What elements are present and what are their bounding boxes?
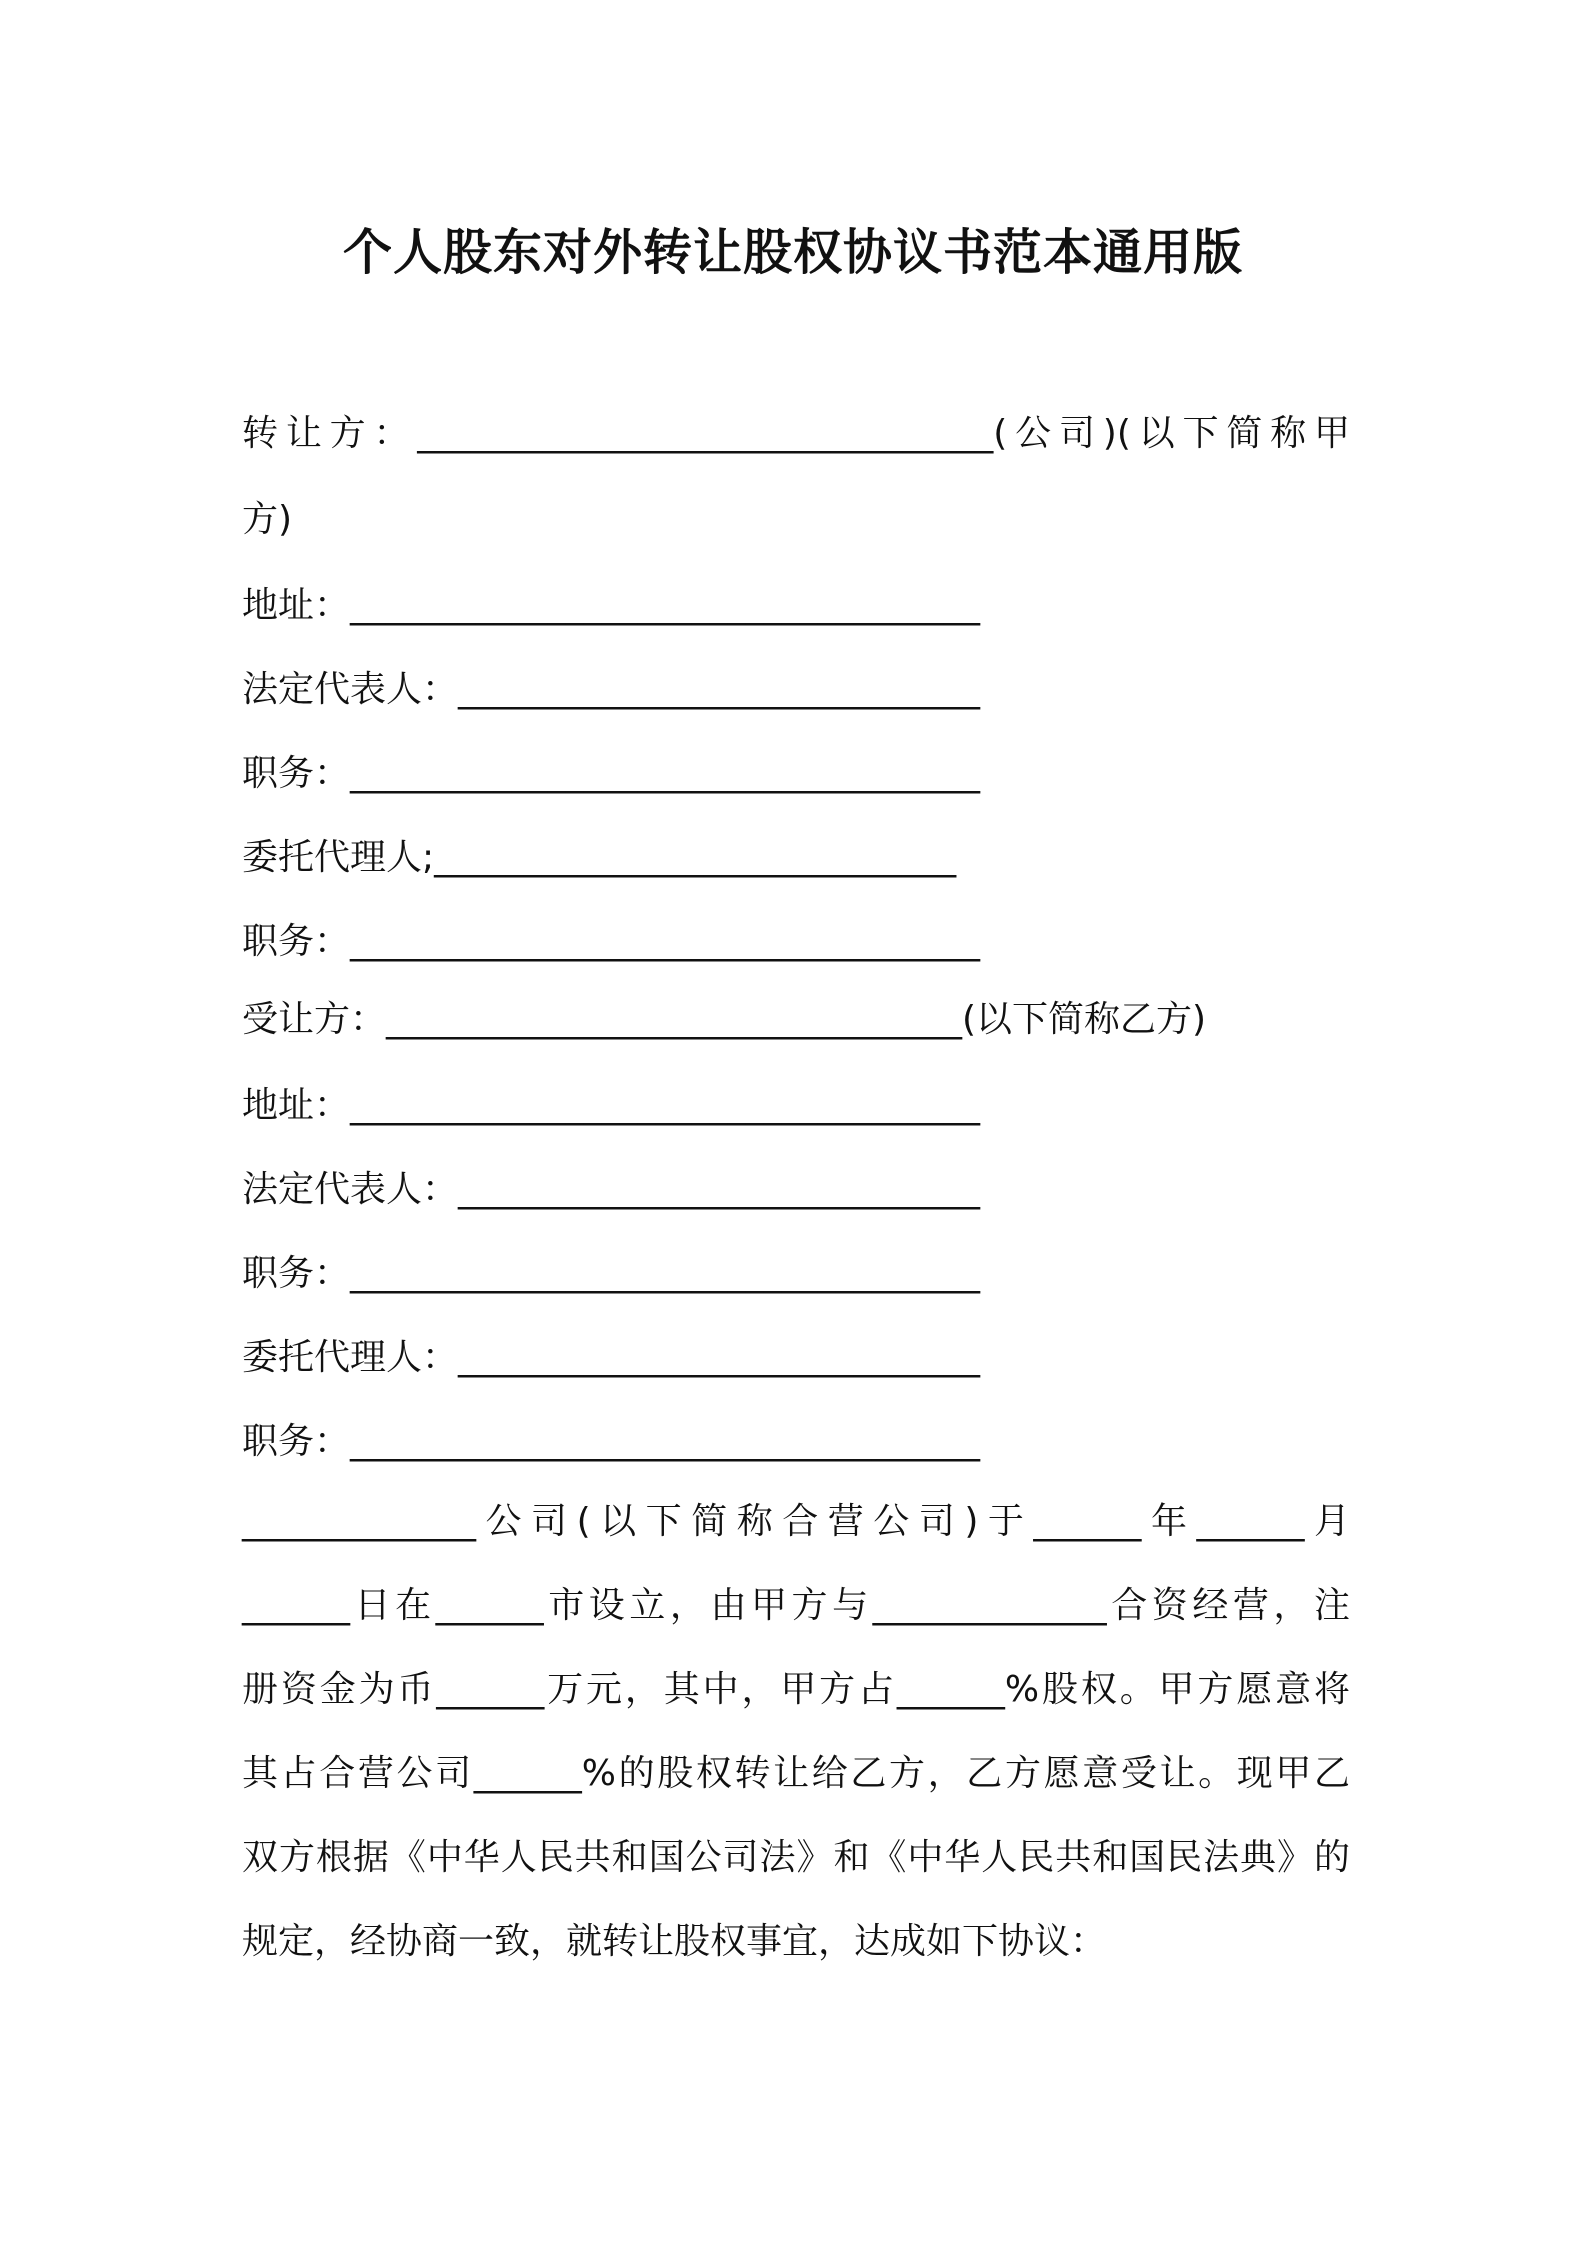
transferee-legal-rep-line: 法定代表人：_____________________________	[242, 1169, 981, 1210]
transferee-line: 受让方：________________________________(以下简称乙方)	[242, 999, 1207, 1040]
body-paragraph-line: 册资金为币______万元，其中，甲方占______%股权。甲方愿意将	[242, 1669, 1350, 1710]
transferor-agent-line: 委托代理人;_____________________________	[242, 837, 957, 878]
body-paragraph-line: 双方根据《中华人民共和国公司法》和《中华人民共和国民法典》的	[242, 1837, 1350, 1878]
transferor-line: 转让方：________________________________(公司)(以下简称甲	[242, 413, 1350, 454]
transferor-position-line: 职务：___________________________________	[242, 753, 981, 794]
transferee-agent-position-line: 职务：___________________________________	[242, 1421, 981, 1462]
body-paragraph-line: ______日在______市设立，由甲方与_____________合资经营，注	[242, 1585, 1350, 1626]
transferor-line-cont: 方)	[242, 499, 293, 540]
transferor-address-line: 地址：___________________________________	[242, 585, 981, 626]
transferee-position-line: 职务：___________________________________	[242, 1253, 981, 1294]
body-paragraph-line: _____________公司(以下简称合营公司)于______年______月	[242, 1501, 1350, 1542]
document-title: 个人股东对外转让股权协议书范本通用版	[342, 224, 1243, 281]
transferor-legal-rep-line: 法定代表人：_____________________________	[242, 669, 981, 710]
transferor-agent-position-line: 职务：___________________________________	[242, 921, 981, 962]
transferee-agent-line: 委托代理人：_____________________________	[242, 1337, 981, 1378]
body-paragraph-line: 规定，经协商一致，就转让股权事宜，达成如下协议：	[242, 1921, 1107, 1962]
transferee-address-line: 地址：___________________________________	[242, 1085, 981, 1126]
body-paragraph-line: 其占合营公司______%的股权转让给乙方，乙方愿意受让。现甲乙	[242, 1753, 1350, 1794]
